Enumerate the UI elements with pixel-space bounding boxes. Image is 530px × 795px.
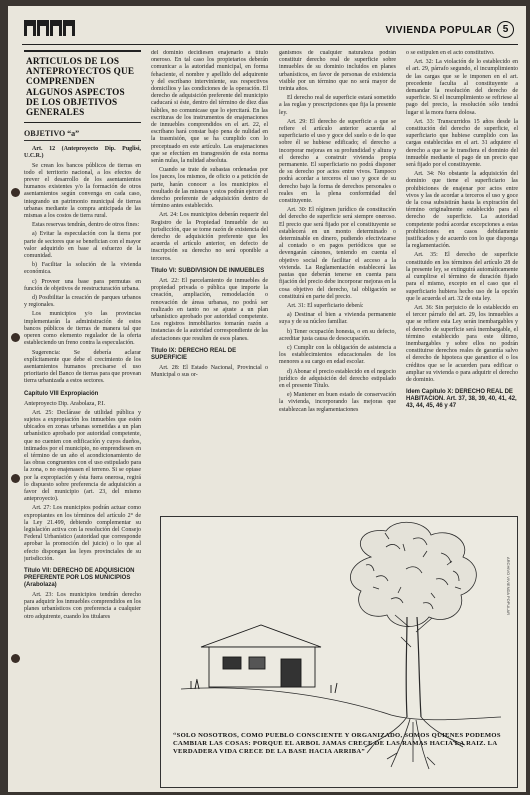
- publication-title: VIVIENDA POPULAR: [385, 25, 492, 36]
- page-header: [22, 18, 518, 45]
- paragraph: ganismos de cualquier naturaleza podrán constituir derecho real de superficie sobre inmuebles de su dominio incluidos en planes urbanísticos, en favor de personas de existencia visible por un término que no será mayor de treinta años.: [279, 50, 396, 93]
- column-2: [151, 50, 268, 505]
- paragraph: c) Proveer una base para permutas en función de objetivos de reestructuración urbana.: [24, 278, 141, 292]
- paragraph: Art. 27: Los municipios podrán actuar como expropiantes en los términos del artículo 2° de la Ley 21.499, debiendo complementar su legislación activa con la resolución del Consejo Federal Urbanístico (autoridad que corresponde aprobar la promoción del juicio) o lo que al efecto dispongan las leyes provinciales de su jurisdicción.: [24, 505, 141, 562]
- paragraph: d) Posibilitar la creación de parques urbanos y regionales.: [24, 295, 141, 309]
- paragraph: Art. 29: El derecho de superficie a que se refiere el artículo anterior acuerda al superficiario el uso y goce del suelo o de lo que sobre él se hubiese edificado; el derecho a incorporar mejoras en su profundidad y altura y el derecho a construir vivienda propia permanente. El superficiario no podrá disponer de su derecho por actos entre vivos. Tampoco podrá acordar a terceros el uso y goce de su derecho bajo la forma de derechos personales o reales en la plena conformidad del constituyente.: [279, 118, 396, 205]
- illustration-box: [160, 516, 518, 788]
- paragraph: Art. 35: El derecho de superficie constituido en los términos del artículo 28 de la presente ley, se extinguirá automáticamente al cumplirse el término de duración fijado para el mismo, excepto en el caso que el superficiario hubiera hecho uso de la opción que le acuerda el art. 32 de esta ley.: [406, 252, 518, 302]
- subheading: Idem Capítulo X: DERECHO REAL DE HABITACION. Art. 37, 38, 39, 40, 41, 42, 43, 44, 45, 46 y 47: [406, 389, 517, 410]
- paragraph: Se crean los bancos públicos de tierras en todo el territorio nacional, a los efectos de prever el desarrollo de los asentamientos humanos existentes y/o la formación de otros asentamientos según convenga en cada caso, integrando un patrimonio municipal de tierras urbanas mediante la compra anticipada de las mismas a los costos de tierra rural.: [24, 162, 141, 220]
- paragraph: Art. 32: La violación de lo establecido en el art. 29, párrafo segundo, el incumplimiento de las cargas que se le imponen en el art. precedente faculta al constituyente a demandar la resolución del derecho de superficie. Si el incumplimiento se refiriese al pago del precio, la resolución sólo tendrá lugar si la mora fuera dolosa.: [406, 59, 518, 116]
- paragraph: Estas reservas tendrán, dentro de otros fines:: [32, 222, 140, 229]
- paragraph: Anteproyecto Dip. Arabolaza, P.I.: [24, 400, 106, 407]
- house-icon: [191, 625, 337, 693]
- newspaper-page: [8, 6, 526, 792]
- paragraph: d) Abonar el precio establecido en el negocio jurídico de adquisición del derecho estipulado en el presente Título.: [279, 368, 396, 389]
- subheading: Título VII: DERECHO DE ADQUISICION PREFERENTE POR LOS MUNICIPIOS (Arabolaza): [24, 567, 135, 588]
- paragraph: Art. 28: El Estado Nacional, Provincial o Municipal o sus or-: [151, 364, 268, 378]
- column-1: [24, 50, 141, 788]
- paragraph: e) Mantener en buen estado de conservación la vivienda, incorporando las mejoras que establezcan las reglamentaciones: [279, 392, 396, 413]
- paragraph: Sugerencia: Se debería aclarar explícitamente que debe el crecimiento de los asentamientos humanos precisarse el uso prioritario del Banco de tierras para que provean tierra urbanizada a estos sectores.: [24, 349, 141, 385]
- paragraph: Art. 36: Sin perjuicio de lo establecido en el tercer párrafo del art. 29, los inmuebles a que se refiere esta Ley serán inembargables y el derecho de superficie será inembargable, el término establecido para este último, inembargables y sobre ellos no podrán constituirse derechos reales de garantía salvo el derecho de hipoteca que garantice el o los créditos que se le acuerden para edificar o ampliar su vivienda o para adquirir el derecho de dominio.: [406, 304, 518, 383]
- paragraph: Art. 24: Los municipios deberán requerir del Registro de la Propiedad Inmueble de su jurisdicción, que se tome razón de existencia del derecho de adquisición preferente que les acuerda el artículo anterior, en defecto de inscripción su derecho no será oponible a terceros.: [151, 212, 268, 262]
- paragraph: Cuando se trate de subastas ordenadas por los jueces, los mismos, de oficio o a petición de parte, harán conocer a los municipios el resultado de las mismas y estos podrán ejercer el derecho preferente de adquisición dentro de término antes establecido.: [151, 167, 268, 210]
- column-4: [406, 50, 518, 542]
- paragraph: a) Destinar el bien a vivienda permanente suya y de su núcleo familiar.: [279, 312, 396, 326]
- section-heading: OBJETIVO “a”: [24, 129, 141, 141]
- binder-hole: [11, 654, 20, 663]
- paragraph: b) Facilitar la solución de la vivienda económica.: [24, 262, 141, 276]
- paragraph: Art. 30: El régimen jurídico de constitución del derecho de superficie será siempre oneroso. El precio que será fijado por el constituyente se establecerá en un monto determinado o determinable en dinero, pudiendo efectivizarse al contado o en pagos periódicos que se devengarán cánones, teniendo en cuenta el objetivo social de facilitar el acceso a la vivienda. La Reglamentación establecerá las pautas que deberán tenerse en cuenta para fijación del precio debe incorporar mejoras en la cosa objetivo del derecho, tal obligación se constituirá en parte del precio.: [279, 207, 396, 300]
- publication-logo: [24, 20, 75, 36]
- paragraph: Art. 12 (Anteproyecto Dip. Puglisi, U.C.R.): [24, 146, 141, 160]
- ground-line: [181, 688, 501, 720]
- paragraph: o se estipulen en el acto constitutivo.: [406, 50, 495, 56]
- photo-credit: ARCHIVO VIVIENDA POPULAR: [506, 557, 511, 616]
- paragraph: Art. 23: Los municipios tendrán derecho para adquirir los inmuebles comprendidos en los planes urbanísticos con preferencia a cualquier otro adquirente, cuando los titulares: [24, 591, 141, 620]
- paragraph: Art. 34: No obstante la adquisición del dominio que tiene el superficiario las prohibiciones de enajenar por actos entre vivos y las de acordar a terceros el uso y goce de la cosa subsistirán hasta la expiración del término originalmente establecido para el derecho de superficie. La autoridad competente podrá acordar excepciones a estas prohibiciones en casos debidamente justificados y de acuerdo con lo que disponga la reglamentación.: [406, 171, 518, 250]
- page-number: 5: [497, 21, 514, 38]
- paragraph: Art. 33: Transcurridos 15 años desde la constitución del derecho de superficie, el superficiario que hubiese cumplido con las cargas establecidas en el art. 31 adquiere el derecho a que se le transfiera el dominio del inmueble mediante el pago de un precio que será fijado por el constituyente.: [406, 118, 518, 169]
- subheading: Titulo VI: SUBDIVISION DE INMUEBLES: [151, 267, 265, 274]
- paragraph: a) Evitar la especulación con la tierra por parte de sectores que se benefician con el mayor valor adquirido en base al esfuerzo de la comunidad.: [24, 231, 141, 260]
- subheading: Titulo IX: DERECHO REAL DE SUPERFICIE: [151, 347, 237, 361]
- binder-hole: [11, 474, 20, 483]
- paragraph: Art. 31: El superficiario deberá:: [287, 302, 364, 309]
- paragraph: Los municipios y/o las provincias implementarán la administración de estos bancos públicos de tierras de manera tal que operen como elemento regulador de la oferta estableciendo un freno contra la especulación.: [24, 311, 141, 347]
- paragraph: Art. 22: El parcelamiento de inmuebles de propiedad privada o pública que importe la creación, ampliación, remodelación o renovación de áreas urbanas, no podrá ser realizado en tanto no se ajuste a un plan urbanístico aprobado por autoridad competente. Los registros inmobiliarios tomarán razón a instancias de la autoridad correspondiente de las afectaciones que resulten de esos planes.: [151, 277, 268, 342]
- illustration-quote: “SOLO NOSOTROS, COMO PUEBLO CONSCIENTE Y ORGANIZADO, SOMOS QUIENES PODEMOS CAMBIAR LAS COSAS: PORQUE EL ARBOL JAMAS CRECE DE LAS RAMAS HACIA LA RAIZ. LA VERDADERA VIDA CRECE DE LA BASE HACIA ARRIBA”: [173, 732, 501, 756]
- subheading: Capítulo VIII Expropiación: [24, 390, 99, 397]
- paragraph: c) Cumplir con la obligación de asistencia a los establecimientos educacionales de los menores a su cargo en edad escolar.: [279, 344, 396, 366]
- article-title: ARTICULOS DE LOS ANTEPROYECTOS QUE COMPRENDEN ALGUNOS ASPECTOS DE LOS OBJETIVOS GENERALES: [24, 50, 141, 123]
- column-3: [279, 50, 396, 505]
- paragraph: Art. 25: Declárase de utilidad pública y sujetos a expropiación los inmuebles que estén ubicados en zonas urbanas sometidas a un plan urbanístico aprobado por autoridad competente, que no cuenten con edificación y cuyos dueños, intimados por el municipio, no emprendiesen en el término de un año el acondicionamiento de las obras congruentes con el uso estipulado para la zona, o no enajenasen el terreno. Si se optase por la expropiación y ésta fuera onerosa, regirá lo dispuesto sobre preferencia de adquisición a favor del municipio (art. 23, del mismo anteproyecto).: [24, 409, 141, 503]
- paragraph: El derecho real de superficie estará sometido a las reglas y prescripciones que fija la presente ley.: [279, 95, 396, 116]
- binder-hole: [11, 188, 20, 197]
- paragraph: del dominio decidiesen enajenarlo a título oneroso. En tal caso los propietarios deberán comunicar a la autoridad municipal, en forma fehaciente, el nombre y apellido del adquirente y del escribano interviniente, sus respectivos domicilios y las condiciones de la operación. El derecho de adquisición preferente del municipio caducará si éste, dentro del término de diez días hábiles, no comunicase que lo ejercitará. En las escrituras de los instrumentos de enajenaciones de inmuebles comprendidos en el art. 22, el escribano hará constar bajo pena de nulidad en la trasmisión, que se ha cumplido con lo preceptuado en este artículo. Las enajenaciones que se efectúen en transgresión de esta norma serán nulas, la nulidad absoluta.: [151, 50, 268, 165]
- paragraph: b) Tener ocupación honesta, o en su defecto, acreditar justa causa de desocupación.: [279, 328, 396, 342]
- binder-hole: [11, 333, 20, 342]
